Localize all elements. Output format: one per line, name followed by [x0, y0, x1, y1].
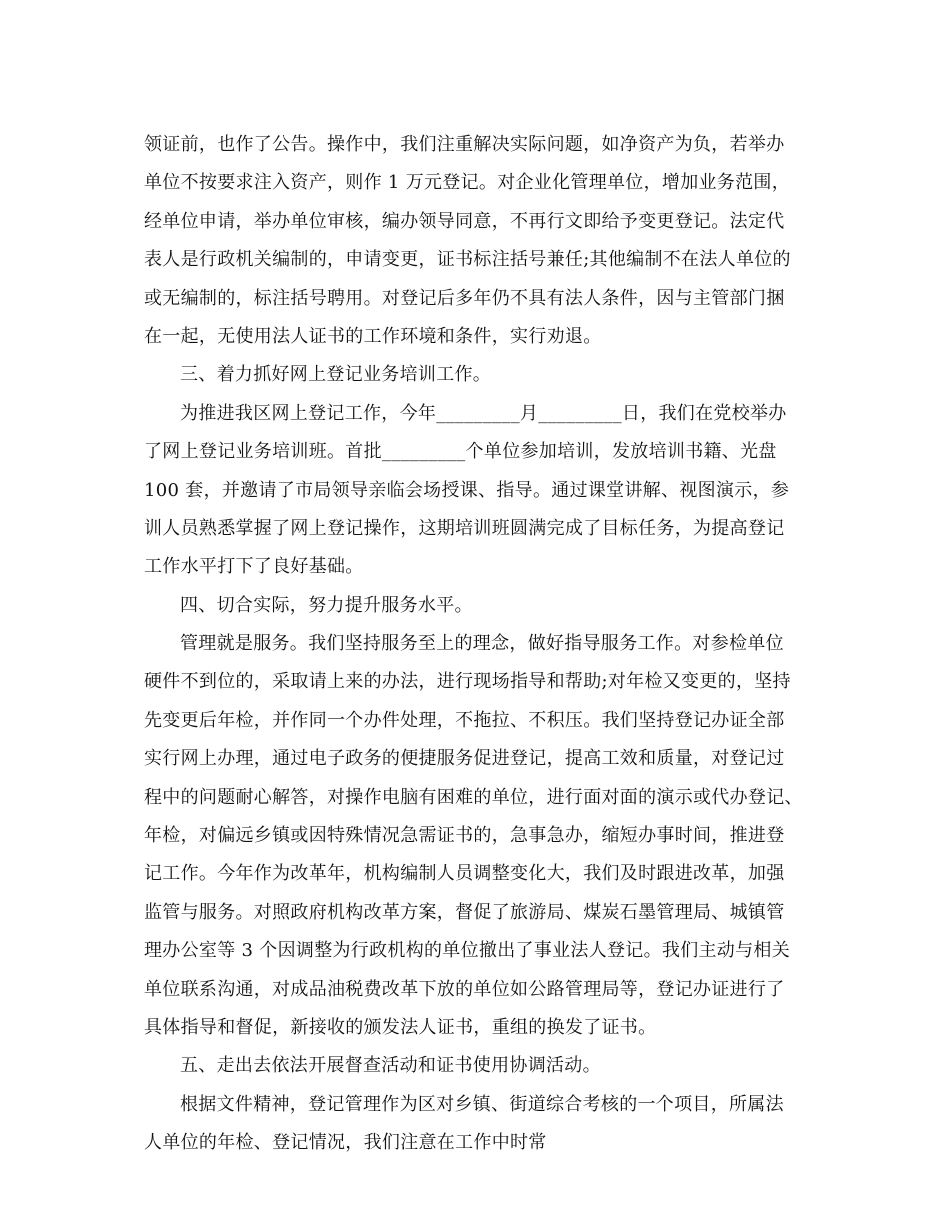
- text-line-3: 经单位申请，举办单位审核，编办领导同意，不再行文即给予变更登记。法定代: [144, 210, 785, 232]
- section-heading-5: 五、走出去依法开展督查活动和证书使用协调活动。: [180, 1055, 601, 1077]
- text-line-24: 具体指导和督促，新接收的颁发法人证书，重组的换发了证书。: [144, 1016, 657, 1038]
- text-line-1: 领证前，也作了公告。操作中，我们注重解决实际问题，如净资产为负，若举办: [144, 134, 785, 155]
- text-line-10: 100 套，并邀请了市局领导亲临会场授课、指导。通过课堂讲解、视图演示，参: [144, 479, 790, 501]
- text-line-12: 工作水平打下了良好基础。: [144, 556, 364, 578]
- text-line-20: 记工作。今年作为改革年，机构编制人员调整变化大，我们及时跟进改革，加强: [144, 863, 785, 885]
- text-line-14: 管理就是服务。我们坚持服务至上的理念，做好指导服务工作。对参检单位: [180, 633, 784, 655]
- text-line-17: 实行网上办理，通过电子政务的便捷服务促进登记，提高工效和质量，对登记过: [144, 748, 785, 770]
- section-heading-4: 四、切合实际，努力提升服务水平。: [180, 594, 473, 616]
- document-body: [144, 126, 824, 1163]
- text-line-11: 训人员熟悉掌握了网上登记操作，这期培训班圆满完成了目标任务，为提高登记: [144, 517, 785, 539]
- text-line-23: 单位联系沟通，对成品油税费改革下放的单位如公路管理局等，登记办证进行了: [144, 978, 785, 1000]
- text-line-21: 监管与服务。对照政府机构改革方案，督促了旅游局、煤炭石墨管理局、城镇管: [144, 901, 785, 923]
- text-line-5: 或无编制的，标注括号聘用。对登记后多年仍不具有法人条件，因与主管部门捆: [144, 287, 785, 309]
- text-line-22: 理办公室等 3 个因调整为行政机构的单位撤出了事业法人登记。我们主动与相关: [144, 940, 790, 962]
- text-line-6: 在一起，无使用法人证书的工作环境和条件，实行劝退。: [144, 325, 602, 347]
- text-line-19: 年检，对偏远乡镇或因特殊情况急需证书的，急事急办，缩短办事时间，推进登: [144, 825, 785, 847]
- text-line-26: 根据文件精神，登记管理作为区对乡镇、街道综合考核的一个项目，所属法: [180, 1093, 784, 1115]
- text-line-27: 人单位的年检、登记情况，我们注意在工作中时常: [144, 1132, 547, 1154]
- text-line-9: 了网上登记业务培训班。首批_________个单位参加培训，发放培训书籍、光盘: [144, 441, 777, 463]
- section-heading-3: 三、着力抓好网上登记业务培训工作。: [180, 364, 492, 386]
- text-line-16: 先变更后年检，并作同一个办件处理，不拖拉、不积压。我们坚持登记办证全部: [144, 709, 785, 731]
- text-line-8: 为推进我区网上登记工作，今年_________月_________日，我们在党校举办: [180, 402, 787, 424]
- text-line-15: 硬件不到位的，采取请上来的办法，进行现场指导和帮助;对年检又变更的，坚持: [144, 671, 791, 693]
- text-line-2: 单位不按要求注入资产，则作 1 万元登记。对企业化管理单位，增加业务范围，: [144, 172, 790, 194]
- text-line-4: 表人是行政机关编制的，申请变更，证书标注括号兼任;其他编制不在法人单位的: [144, 249, 791, 271]
- text-line-18: 程中的问题耐心解答，对操作电脑有困难的单位，进行面对面的演示或代办登记、: [144, 786, 803, 808]
